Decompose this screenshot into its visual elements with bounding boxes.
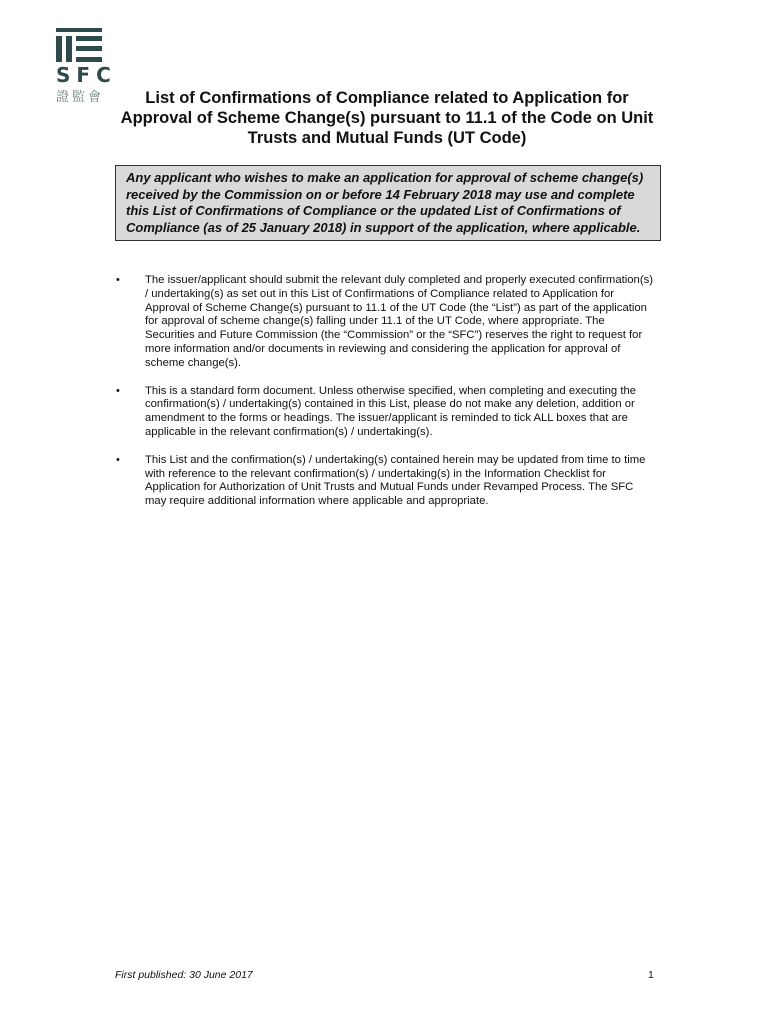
notes-list	[112, 274, 657, 523]
bullet-icon: •	[116, 384, 120, 397]
document-title: List of Confirmations of Compliance related to Application for Approval of Scheme Change(s) pursuant to 11.1 of the Code on Unit Trusts and Mutual Funds (UT Code)	[120, 89, 654, 147]
sfc-logo-mark-icon	[56, 28, 102, 62]
notice-text: Any applicant who wishes to make an application for approval of scheme change(s) received by the Commission on or before 14 February 2018 may use and complete this List of Confirmations of Compliance or the updated List of Confirmations of Compliance (as of 25 January 2018) in support of the application, where applicable.	[126, 170, 644, 235]
bullet-icon: •	[116, 274, 120, 286]
page-number: 1	[648, 969, 654, 981]
sfc-logo	[56, 28, 117, 106]
sfc-logo-text: SFC	[56, 63, 117, 87]
first-published-date: First published: 30 June 2017	[115, 969, 253, 981]
note-text: The issuer/applicant should submit the relevant duly completed and properly executed confirmation(s) / undertaking(s) as set out in this List of Confirmations of Compliance related to Application for Approval of Scheme Change(s) pursuant to 11.1 of the UT Code (the “List”) as part of the application for approval of scheme change(s) falling under 11.1 of the UT Code, where appropriate. The Securities and Future Commission (the “Commission” or the “SFC”) reserves the right to request for more information and/or documents in reviewing and considering the application for approval of scheme change(s).	[145, 274, 654, 369]
note-text: This is a standard form document. Unless otherwise specified, when completing and executing the confirmation(s) / undertaking(s) contained in this List, please do not make any deletion, addition or amendment to the forms or headings. The issuer/applicant is reminded to tick ALL boxes that are applicable in the relevant confirmation(s) / undertaking(s).	[145, 384, 637, 438]
bullet-icon: •	[116, 453, 120, 466]
list-item	[112, 274, 657, 371]
note-text: This List and the confirmation(s) / undertaking(s) contained herein may be updated from time to time with reference to the relevant confirmation(s) / undertaking(s) in the Information Checklist for Application for Authorization of Unit Trusts and Mutual Funds under Revamped Process. The SFC may require additional information where applicable and appropriate.	[145, 453, 646, 508]
notice-box	[115, 165, 661, 241]
list-item	[112, 454, 657, 509]
list-item	[112, 385, 657, 440]
sfc-logo-chinese: 證監會	[56, 90, 105, 105]
